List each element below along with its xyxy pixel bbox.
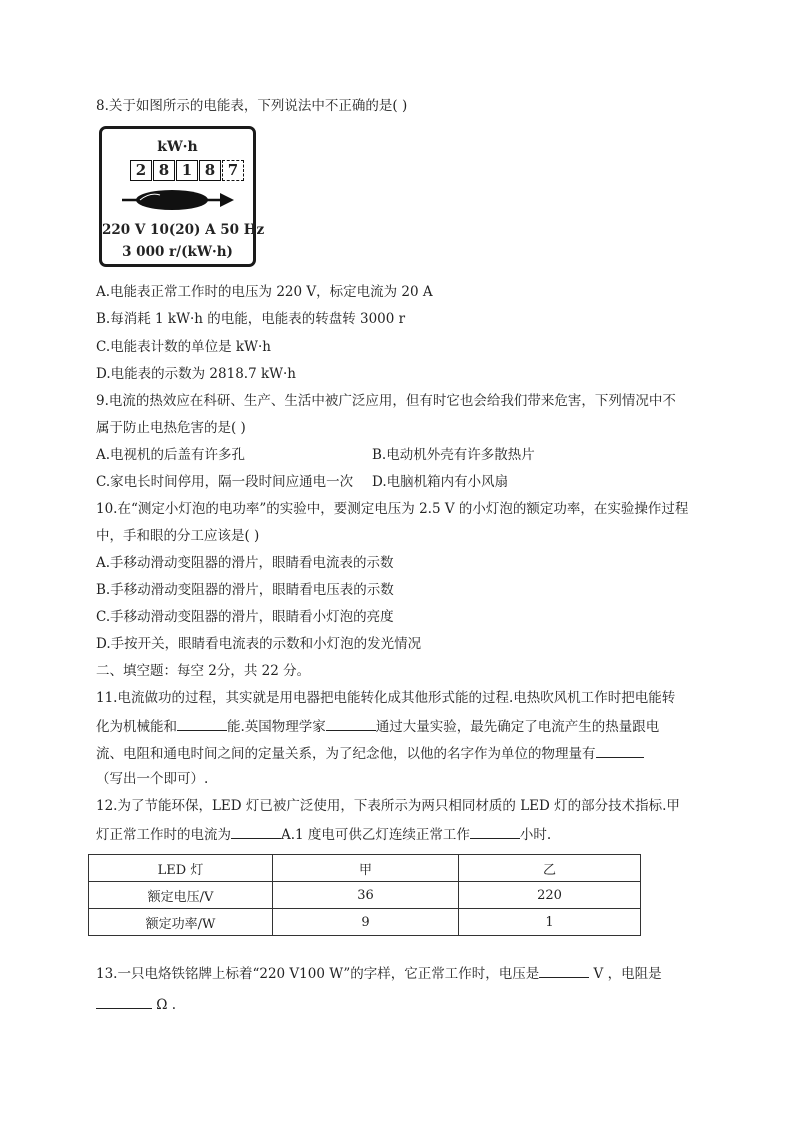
- question-11-text: 化为机械能和: [96, 719, 177, 735]
- question-11-text: 流、电阻和通电时间之间的定量关系，为了纪念他，以他的名字作为单位的物理量有: [96, 746, 596, 762]
- answer-blank[interactable]: [177, 716, 227, 731]
- question-9-option-a: A.电视机的后盖有许多孔: [96, 447, 246, 463]
- question-11-line-1: 11.电流做功的过程，其实就是用电器把电能转化成其他形式能的过程.电热吹风机工作时把电能转: [96, 690, 676, 706]
- electricity-meter-figure: [99, 126, 265, 267]
- question-11-line-2: [96, 716, 659, 736]
- meter-digit-display: [130, 160, 245, 181]
- question-8-stem: 8.关于如图所示的电能表，下列说法中不正确的是( ): [96, 98, 408, 114]
- meter-rotating-disc-icon: [120, 186, 236, 214]
- question-9-option-c: C.家电长时间停用，隔一段时间应通电一次: [96, 474, 354, 490]
- question-8-option-d: D.电能表的示数为 2818.7 kW·h: [96, 366, 296, 382]
- question-11-line-3: [96, 743, 644, 763]
- answer-blank[interactable]: [470, 824, 520, 839]
- meter-digit: 2: [130, 160, 152, 181]
- table-cell: 220: [459, 882, 641, 909]
- table-cell: 36: [273, 882, 459, 909]
- meter-digit: 8: [153, 160, 175, 181]
- meter-decimal-digit: 7: [222, 160, 244, 181]
- answer-blank[interactable]: [96, 994, 152, 1009]
- meter-digit: 1: [176, 160, 198, 181]
- question-8-option-b: B.每消耗 1 kW·h 的电能，电能表的转盘转 3000 r: [96, 311, 406, 327]
- question-12-text: 灯正常工作时的电流为: [96, 827, 231, 843]
- answer-blank[interactable]: [326, 716, 376, 731]
- question-12-text: A.1 度电可供乙灯连续正常工作: [281, 827, 470, 843]
- section-heading-fill-in: 二、填空题：每空 2分，共 22 分。: [96, 663, 311, 679]
- question-9-stem-line-2: 属于防止电热危害的是( ): [96, 420, 246, 436]
- led-spec-table: [88, 854, 641, 936]
- question-10-stem-line-2: 中，手和眼的分工应该是( ): [96, 528, 260, 544]
- question-9-stem-line-1: 9.电流的热效应在科研、生产、生活中被广泛应用，但有时它也会给我们带来危害，下列情况中不: [96, 393, 676, 409]
- question-10-option-b: B.手移动滑动变阻器的滑片，眼睛看电压表的示数: [96, 582, 394, 598]
- table-header-cell: LED 灯: [89, 855, 273, 882]
- question-10-option-a: A.手移动滑动变阻器的滑片，眼睛看电流表的示数: [96, 555, 394, 571]
- meter-rating-line-1: 220 V 10(20) A 50 Hz: [102, 222, 265, 238]
- table-cell: 9: [273, 909, 459, 936]
- question-13-line-2: [96, 994, 176, 1014]
- table-cell: 额定功率/W: [89, 909, 273, 936]
- answer-blank[interactable]: [231, 824, 281, 839]
- question-12-line-1: 12.为了节能环保，LED 灯已被广泛使用，下表所示为两只相同材质的 LED 灯的部分技术指标.甲: [96, 798, 680, 814]
- meter-digit: 8: [199, 160, 221, 181]
- question-11-text: 通过大量实验，最先确定了电流产生的热量跟电: [375, 719, 660, 735]
- table-header-cell: 甲: [273, 855, 459, 882]
- question-9-option-d: D.电脑机箱内有小风扇: [372, 474, 509, 490]
- question-11-line-4: （写出一个即可）.: [96, 771, 209, 787]
- table-cell: 额定电压/V: [89, 882, 273, 909]
- answer-blank[interactable]: [596, 743, 644, 758]
- question-13-line-1: [96, 963, 662, 983]
- question-10-stem-line-1: 10.在“测定小灯泡的电功率”的实验中，要测定电压为 2.5 V 的小灯泡的额定功率，在实验操作过程: [96, 501, 689, 517]
- question-13-text: Ω .: [152, 997, 177, 1013]
- meter-unit-label: kW·h: [157, 139, 198, 155]
- question-10-option-c: C.手移动滑动变阻器的滑片，眼睛看小灯泡的亮度: [96, 609, 394, 625]
- table-header-cell: 乙: [459, 855, 641, 882]
- question-9-option-b: B.电动机外壳有许多散热片: [372, 447, 535, 463]
- question-10-option-d: D.手按开关，眼睛看电流表的示数和小灯泡的发光情况: [96, 636, 422, 652]
- meter-rating-line-2: 3 000 r/(kW·h): [122, 244, 233, 260]
- question-13-text: V ，电阻是: [589, 966, 662, 982]
- question-12-text: 小时.: [519, 827, 552, 843]
- question-11-text: 能.英国物理学家: [227, 719, 326, 735]
- table-row: [89, 909, 641, 936]
- question-12-line-2: [96, 824, 551, 844]
- table-cell: 1: [459, 909, 641, 936]
- answer-blank[interactable]: [539, 963, 589, 978]
- question-8-option-a: A.电能表正常工作时的电压为 220 V，标定电流为 20 A: [96, 284, 433, 300]
- table-header-row: [89, 855, 641, 882]
- table-row: [89, 882, 641, 909]
- question-13-text: 13.一只电烙铁铭牌上标着“220 V100 W”的字样，它正常工作时，电压是: [96, 966, 540, 982]
- question-8-option-c: C.电能表计数的单位是 kW·h: [96, 339, 271, 355]
